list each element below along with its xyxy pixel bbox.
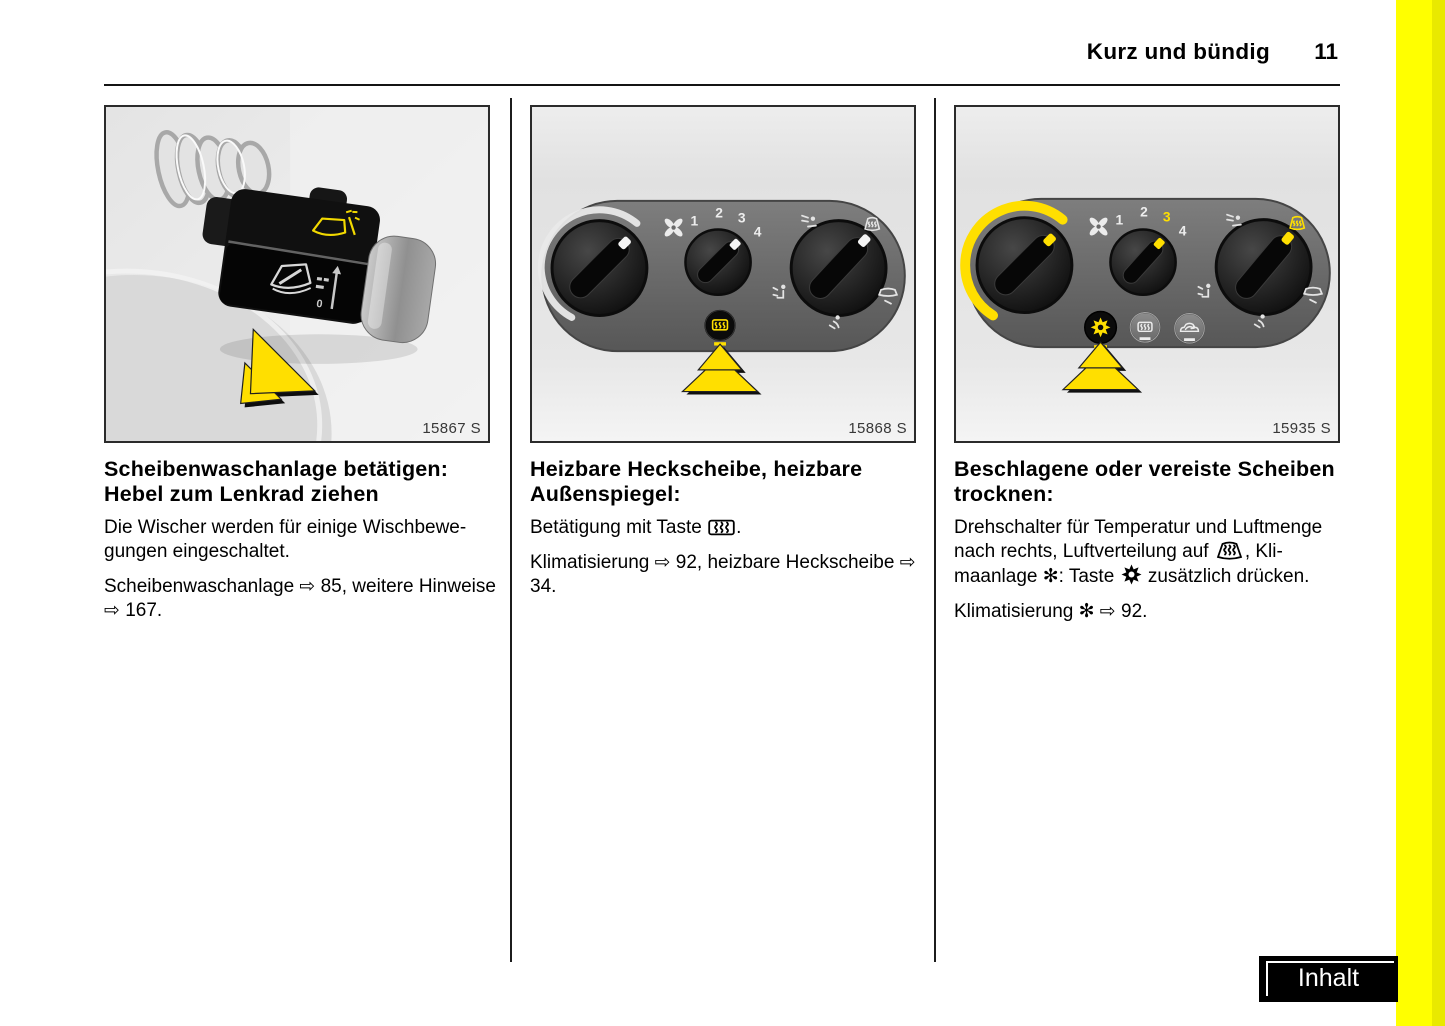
- figure-code: 15868 S: [848, 420, 907, 437]
- body-paragraph: Scheibenwaschanlage ⇨ 85, weitere Hinweise ⇨ 167.: [104, 576, 496, 621]
- body-paragraph: [530, 516, 926, 540]
- fan-knob: [685, 230, 750, 295]
- column-divider: [510, 98, 512, 962]
- svg-text:0: 0: [315, 297, 324, 311]
- text-segment: .: [736, 517, 742, 538]
- header-rule: [104, 84, 1340, 86]
- body-paragraph: Klimatisierung ✻ ⇨ 92.: [954, 601, 1148, 622]
- windshield-defrost-icon: [1215, 540, 1244, 560]
- figure-heater-panel: [530, 105, 916, 443]
- column-defogging: [954, 457, 1350, 635]
- section-heading: Beschlagene oder vereiste Scheiben trocknen:: [954, 457, 1335, 506]
- svg-text:3: 3: [737, 209, 746, 226]
- column-rear-defrost: [530, 457, 926, 610]
- rear-defrost-button: [1130, 313, 1160, 343]
- svg-text:3: 3: [1162, 208, 1171, 225]
- distribution-knob: [1216, 220, 1311, 315]
- edge-stripe: [1396, 0, 1432, 1026]
- page-number: 11: [1314, 39, 1338, 64]
- recirculation-button: [1175, 314, 1205, 344]
- column-wiper: [104, 457, 500, 634]
- svg-text:4: 4: [1178, 222, 1187, 239]
- svg-text:4: 4: [753, 223, 762, 240]
- text-segment: , Klimaanlage ✻: Taste: [954, 541, 1283, 587]
- figure-ac-panel: [954, 105, 1340, 443]
- body-paragraph: [954, 516, 1350, 589]
- section-heading: Heizbare Heckscheibe, heizbare Außenspiegel:: [530, 457, 863, 506]
- body-paragraph: Klimatisierung ⇨ 92, heizbare Heckscheibe ⇨ 34.: [530, 552, 916, 597]
- temperature-knob: [977, 218, 1072, 313]
- body-paragraph: Die Wischer werden für einige Wischbewegungen eingeschaltet.: [104, 517, 467, 562]
- temperature-knob: [552, 221, 647, 316]
- figure-code: 15867 S: [422, 420, 481, 437]
- ac-snowflake-icon: [1121, 564, 1142, 585]
- wiper-stalk-illustration: [106, 107, 488, 441]
- text-segment: zusätzlich drücken.: [1142, 566, 1310, 587]
- column-divider: [934, 98, 936, 962]
- heater-panel-illustration: [532, 107, 914, 441]
- figure-code: 15935 S: [1272, 420, 1331, 437]
- text-segment: Betätigung mit Taste: [530, 517, 708, 538]
- svg-text:1: 1: [1115, 211, 1124, 228]
- ac-snowflake-icon: [1091, 317, 1111, 337]
- svg-text:2: 2: [715, 204, 723, 221]
- distribution-knob: [791, 221, 886, 316]
- svg-text:2: 2: [1140, 203, 1148, 220]
- edge-stripe-shade: [1432, 0, 1445, 1026]
- inhalt-nav-button[interactable]: [1259, 956, 1398, 1002]
- inhalt-button-label: Inhalt: [1297, 964, 1360, 992]
- section-heading: Scheibenwaschanlage betätigen: Hebel zum Lenkrad ziehen: [104, 457, 449, 506]
- rear-window-defrost-icon: [708, 517, 735, 536]
- text-segment: Drehschalter für Temperatur und Luftmenge nach rechts, Luftverteilung auf: [954, 517, 1323, 562]
- svg-text:1: 1: [690, 212, 699, 229]
- figure-wiper-stalk: [104, 105, 490, 443]
- fan-knob: [1110, 230, 1175, 295]
- page-title: Kurz und bündig: [1086, 39, 1270, 64]
- ac-panel-illustration: [956, 107, 1338, 441]
